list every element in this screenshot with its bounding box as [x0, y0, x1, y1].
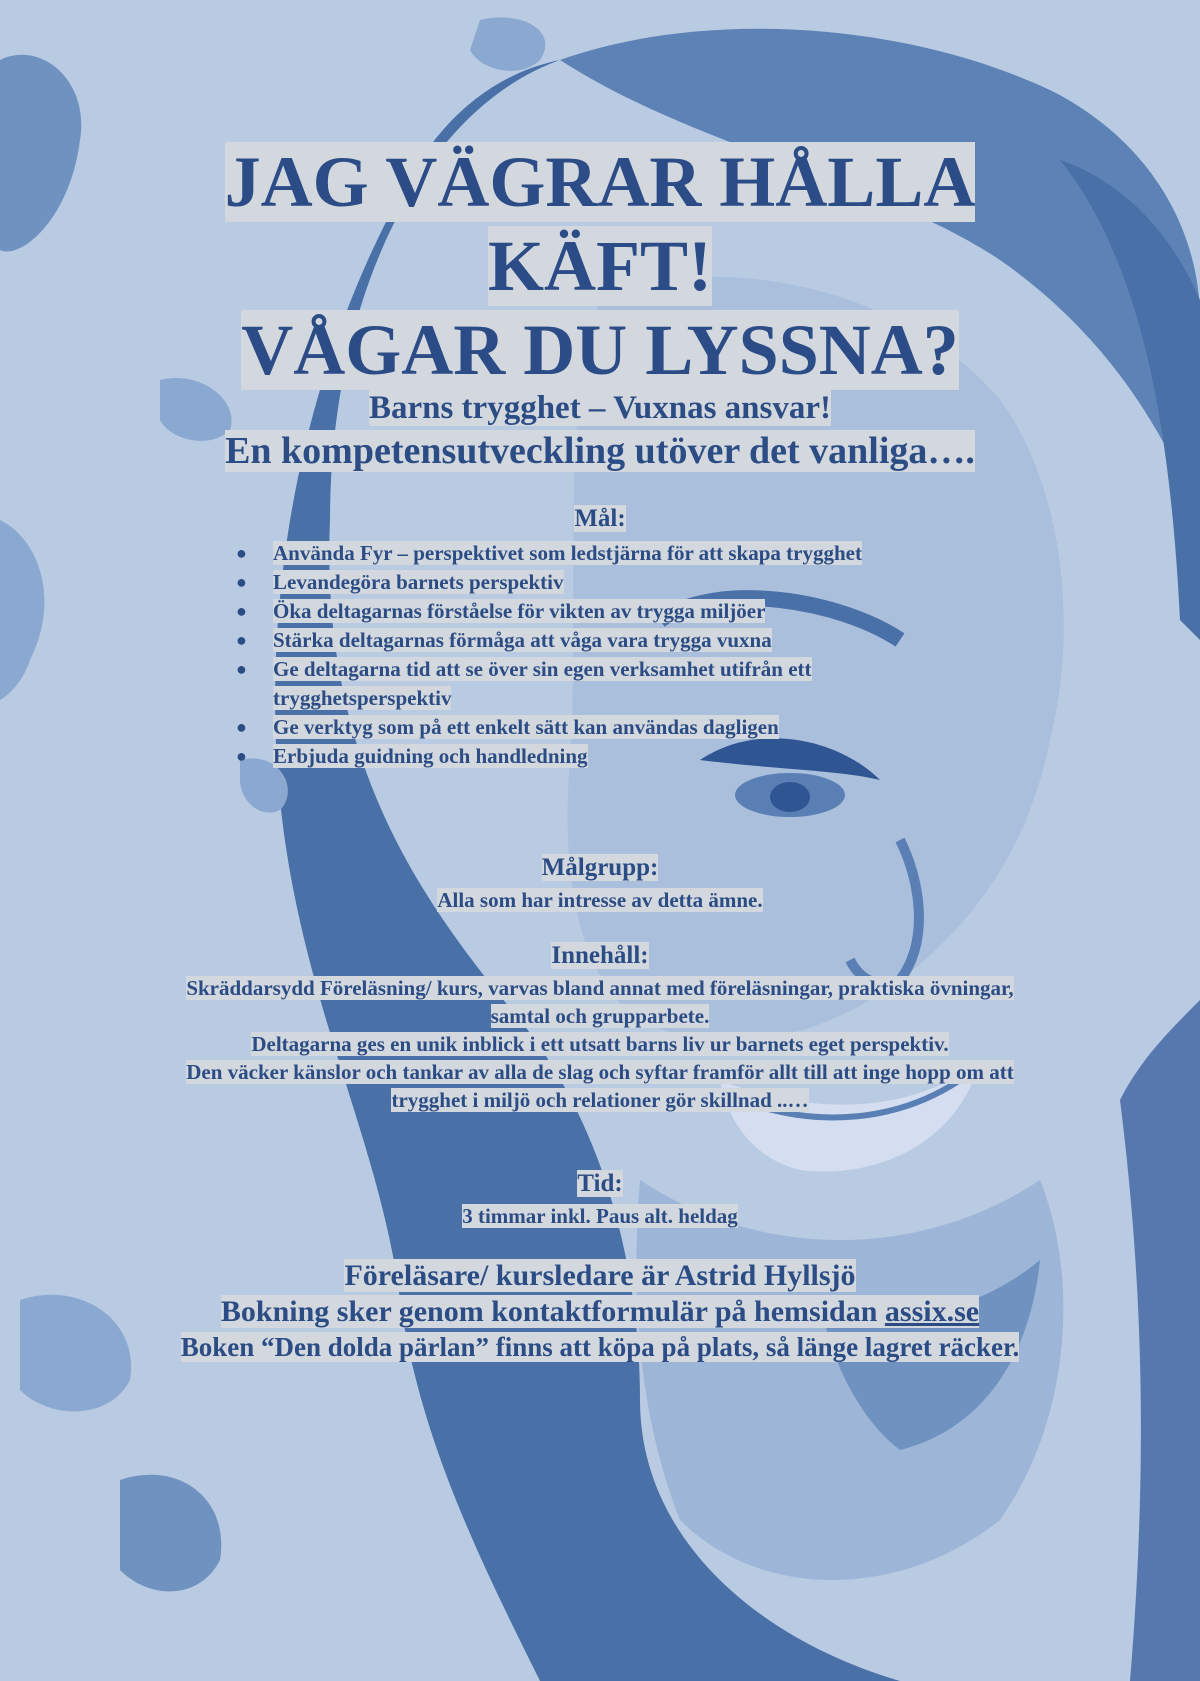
bullet-icon: ●: [236, 746, 247, 766]
book-note-line: [60, 1330, 1140, 1364]
time-heading: [100, 1170, 1100, 1198]
headline: [100, 140, 1100, 392]
goals-heading-text: Mål:: [574, 505, 626, 532]
content-paragraph-1: [160, 974, 1040, 1030]
content-heading: [100, 942, 1100, 970]
goals-list: [236, 539, 976, 771]
lecturer-line: [60, 1258, 1140, 1294]
headline-line-3: VÅGAR DU LYSSNA?: [241, 310, 959, 390]
goal-item: [236, 742, 976, 771]
bullet-icon: ●: [236, 572, 247, 592]
subheadline-line-1-text: Barns trygghet – Vuxnas ansvar!: [368, 390, 832, 426]
bullet-icon: ●: [236, 717, 247, 737]
target-group-heading-text: Målgrupp:: [541, 854, 659, 881]
goal-item: [236, 655, 976, 713]
bullet-icon: ●: [236, 659, 247, 679]
content-paragraph-3: [150, 1058, 1050, 1114]
subheadline-line-2: [60, 428, 1140, 474]
content-paragraph-2-text: Deltagarna ges en unik inblick i ett utsatt barns liv ur barnets eget perspektiv.: [251, 1032, 949, 1056]
goal-item: [236, 568, 976, 597]
goal-item-text: Öka deltagarnas förståelse för vikten av trygga miljöer: [273, 599, 766, 623]
goal-item-text: Stärka deltagarnas förmåga att våga vara trygga vuxna: [273, 628, 772, 652]
booking-text-wrap: [221, 1295, 979, 1328]
goal-item: [236, 713, 976, 742]
subheadline-line-2-text: En kompetensutveckling utöver det vanliga….: [225, 430, 975, 472]
goal-item-text: Ge verktyg som på ett enkelt sätt kan användas dagligen: [273, 715, 779, 739]
goal-item-text: Ge deltagarna tid att se över sin egen verksamhet utifrån ett trygghetsperspektiv: [273, 657, 812, 710]
time-text-value: 3 timmar inkl. Paus alt. heldag: [462, 1204, 738, 1228]
goal-item: [236, 597, 976, 626]
content-paragraph-2: [120, 1030, 1080, 1058]
goal-item-text: Levandegöra barnets perspektiv: [273, 570, 564, 594]
goals-heading: [100, 505, 1100, 533]
time-text: [120, 1202, 1080, 1230]
book-note-text: Boken “Den dolda pärlan” finns att köpa på plats, så länge lagret räcker.: [180, 1332, 1020, 1362]
goal-item: [236, 539, 976, 568]
headline-line-1: JAG VÄGRAR HÅLLA: [224, 142, 976, 222]
target-group-text-value: Alla som har intresse av detta ämne.: [437, 888, 763, 912]
target-group-heading: [100, 854, 1100, 882]
time-heading-text: Tid:: [577, 1170, 623, 1197]
content-paragraph-3-text: Den väcker känslor och tankar av alla de slag och syftar framför allt till att inge hopp om att trygghet i miljö och relationer gör skillnad ..…: [186, 1060, 1014, 1112]
headline-line-2: KÄFT!: [488, 226, 712, 306]
bullet-icon: ●: [236, 630, 247, 650]
bullet-icon: ●: [236, 543, 247, 563]
goal-item-text: Erbjuda guidning och handledning: [273, 744, 588, 768]
subheadline-line-1: [60, 388, 1140, 428]
content-heading-text: Innehåll:: [551, 942, 649, 969]
goal-item-text: Använda Fyr – perspektivet som ledstjärna för att skapa trygghet: [273, 541, 862, 565]
goal-item: [236, 626, 976, 655]
target-group-text: [120, 886, 1080, 914]
booking-text: Bokning sker genom kontaktformulär på hemsidan: [220, 1295, 885, 1328]
booking-line: [60, 1294, 1140, 1330]
bullet-icon: ●: [236, 601, 247, 621]
content-paragraph-1-text: Skräddarsydd Föreläsning/ kurs, varvas bland annat med föreläsningar, praktiska övningar, samtal och grupparbete.: [186, 976, 1014, 1028]
website-link[interactable]: assix.se: [884, 1295, 980, 1328]
lecturer-text: Föreläsare/ kursledare är Astrid Hyllsjö: [344, 1259, 856, 1292]
